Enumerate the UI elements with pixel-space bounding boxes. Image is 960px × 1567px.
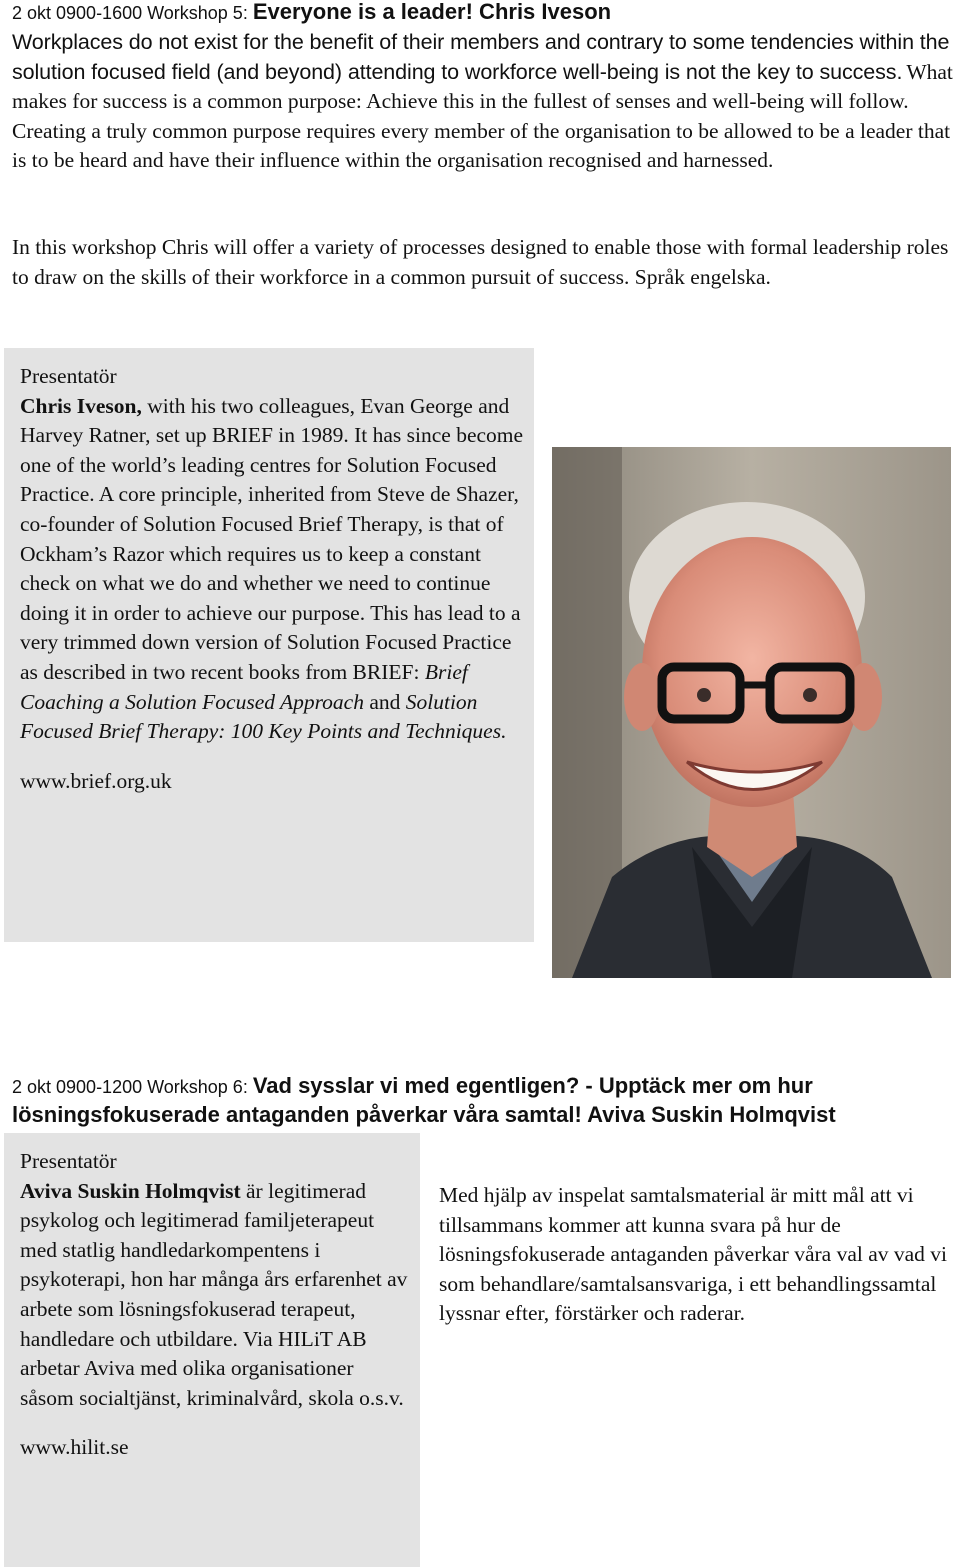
workshop5-presenter-box xyxy=(4,348,534,942)
presenter-bio xyxy=(20,1177,408,1414)
workshop5-intro-part1: Workplaces do not exist for the benefit of their members and contrary to some tendencies within the solution focused field (and beyond) attending to workforce well-being is not the key to success. xyxy=(12,30,950,84)
presenter-name: Aviva Suskin Holmqvist xyxy=(20,1178,241,1203)
book-title-2: Solution Focused Brief Therapy: 100 Key Points and Techniques. xyxy=(20,689,507,744)
workshop5-header xyxy=(12,0,611,25)
presenter-label: Presentatör xyxy=(20,364,117,388)
presenter-website-link[interactable]: www.hilit.se xyxy=(20,1435,129,1460)
workshop6-presenter-content xyxy=(20,1147,408,1463)
presenter-bio-text: är legitimerad psykolog och legitimerad familjeterapeut med statlig handledarkompentens i psykoterapi, hon har många års erfarenhet av arbete som lösningsfokuserad terapeut, handledare och utbildare. Via HILiT AB arbetar Aviva med olika organisationer såsom socialtjänst, kriminalvård, skola o.s.v. xyxy=(20,1178,408,1410)
workshop5-title: Everyone is a leader! Chris Iveson xyxy=(252,0,612,24)
portrait-photo xyxy=(552,447,951,978)
presenter-label: Presentatör xyxy=(20,1149,117,1173)
workshop5-meta: 2 okt 0900-1600 Workshop 5: xyxy=(12,3,253,23)
workshop5-presenter-content xyxy=(20,362,525,796)
workshop5-intro-part2: What makes for success is a common purpose: Achieve this in the fullest of senses and well-being will follow. Creating a truly common purpose requires every member of the organisation to be allowed to be a leader that is to be heard and have their influence within the organisation recognised and harnessed. xyxy=(12,59,953,172)
portrait-photo-icon xyxy=(552,447,951,978)
book-title-1: Brief Coaching a Solution Focused Approach xyxy=(20,659,468,714)
presenter-bio-text: with his two colleagues, Evan George and Harvey Ratner, set up BRIEF in 1989. It has since become one of the world’s leading centres for Solution Focused Practice. A core principle, inherited from Steve de Shazer, co-founder of Solution Focused Brief Therapy, is that of Ockham’s Razor which requires us to keep a constant check on what we do and whether we need to continue doing it in order to achieve our purpose. This has lead to a very trimmed down version of Solution Focused Practice as described in two recent books from BRIEF: xyxy=(20,393,524,684)
workshop6-header xyxy=(12,1074,813,1099)
book-separator: and xyxy=(363,689,406,714)
workshop5-description: In this workshop Chris will offer a variety of processes designed to enable those with formal leadership roles to draw on the skills of their workforce in a common pursuit of success. Språk engelska. xyxy=(12,235,949,289)
workshop6-meta: 2 okt 0900-1200 Workshop 6: xyxy=(12,1077,253,1097)
workshop6-title-line1: Vad sysslar vi med egentligen? - Upptäck mer om hur xyxy=(252,1073,813,1098)
workshop6-description: Med hjälp av inspelat samtalsmaterial är mitt mål att vi tillsammans kommer att kunna svara på hur de lösningsfokuserade antaganden påverkar våra val av vad vi som behandlare/samtalsansvariga, i ett behandlingssamtal lyssnar efter, förstärker och raderar. xyxy=(439,1183,948,1326)
presenter-bio xyxy=(20,392,525,747)
workshop6-presenter-box xyxy=(4,1133,420,1567)
workshop6-header-line2 xyxy=(12,1103,836,1128)
presenter-name: Chris Iveson, xyxy=(20,393,142,418)
presenter-website-link[interactable]: www.brief.org.uk xyxy=(20,768,172,793)
workshop5-intro xyxy=(12,28,956,176)
workshop6-title-line2: lösningsfokuserade antaganden påverkar våra samtal! Aviva Suskin Holmqvist xyxy=(12,1102,836,1127)
